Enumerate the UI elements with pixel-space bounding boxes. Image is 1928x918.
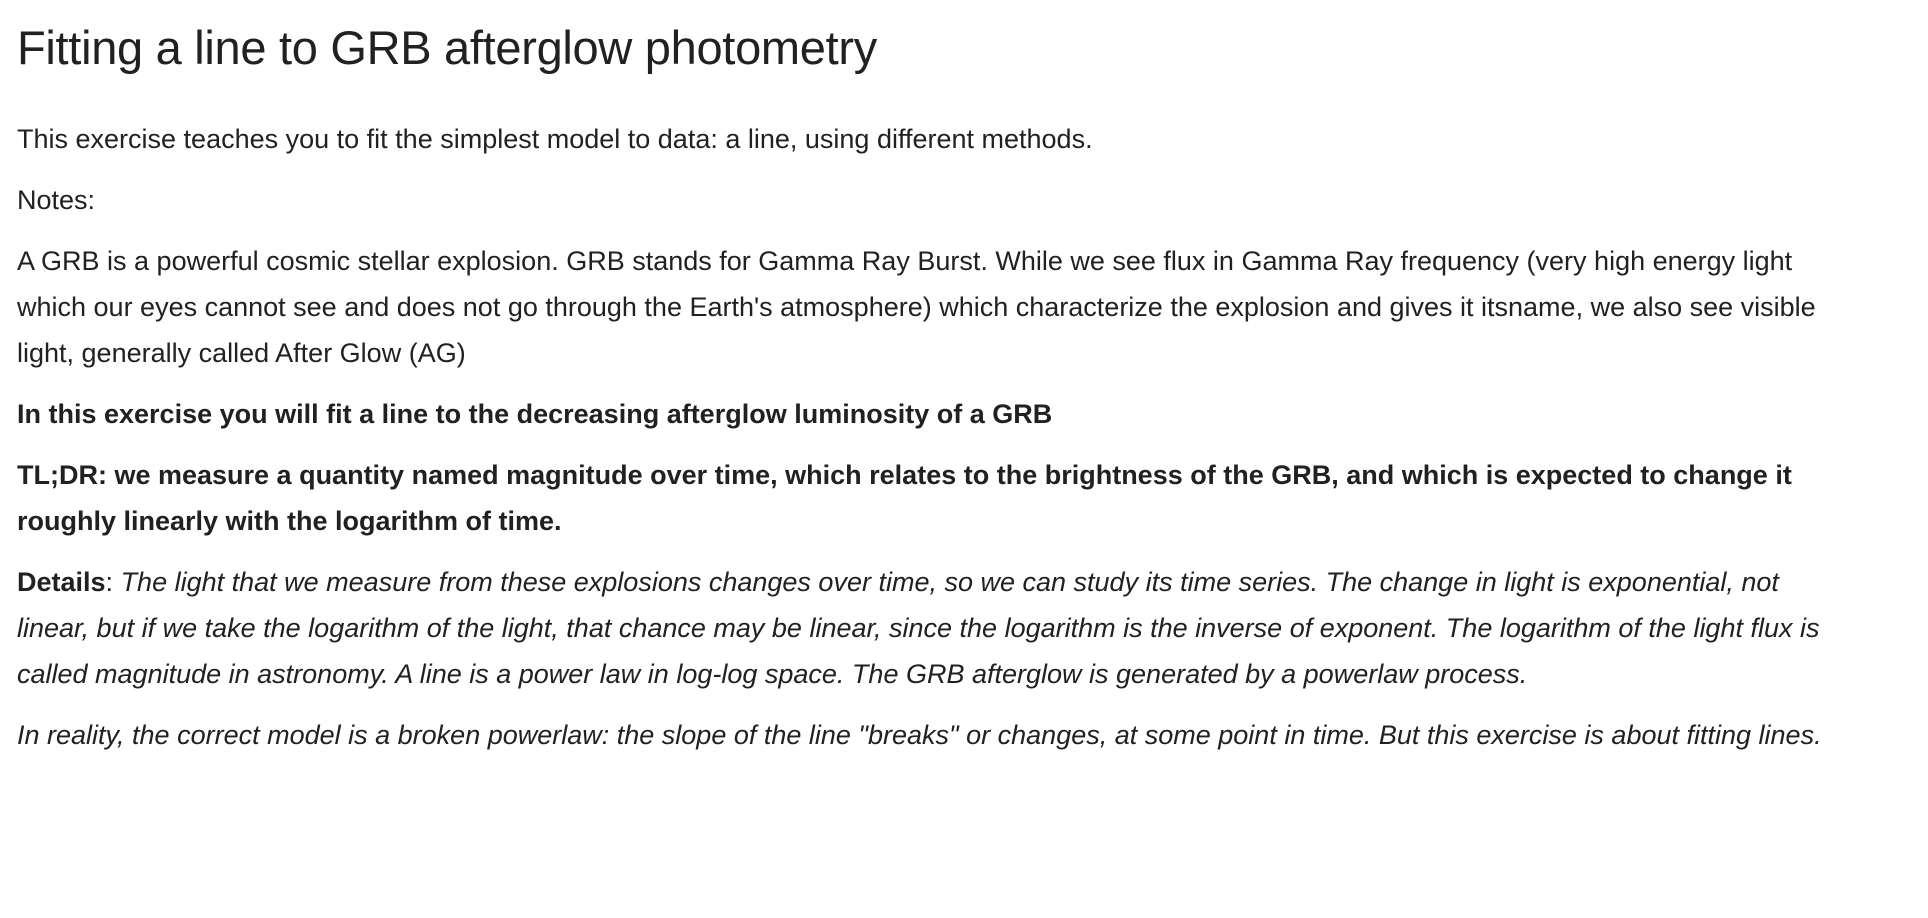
details-label: Details xyxy=(17,567,106,597)
grb-description-paragraph: A GRB is a powerful cosmic stellar explosion. GRB stands for Gamma Ray Burst. While we see flux in Gamma Ray frequency (very high energy light which our eyes cannot see and does not go through the Earth's atmosphere) which characterize the explosion and gives it itsname, we also see visible light, generally called After Glow (AG) xyxy=(17,246,1816,368)
details-paragraph xyxy=(17,559,1847,697)
tldr-paragraph: TL;DR: we measure a quantity named magnitude over time, which relates to the brightness of the GRB, and which is expected to change it roughly linearly with the logarithm of time. xyxy=(17,460,1792,536)
details-text: The light that we measure from these explosions changes over time, so we can study its time series. The change in light is exponential, not linear, but if we take the logarithm of the light, that chance may be linear, since the logarithm is the inverse of exponent. The logarithm of the light flux is called magnitude in astronomy. A line is a power law in log-log space. The GRB afterglow is generated by a powerlaw process. xyxy=(17,567,1820,689)
details-separator: : xyxy=(105,567,121,597)
exercise-statement: In this exercise you will fit a line to the decreasing afterglow luminosity of a GRB xyxy=(17,399,1053,429)
page-title: Fitting a line to GRB afterglow photometry xyxy=(17,21,877,74)
reality-note-paragraph: In reality, the correct model is a broken powerlaw: the slope of the line "breaks" or changes, at some point in time. But this exercise is about fitting lines. xyxy=(17,720,1822,750)
notes-label: Notes: xyxy=(17,185,96,215)
intro-paragraph: This exercise teaches you to fit the simplest model to data: a line, using different methods. xyxy=(17,124,1093,154)
